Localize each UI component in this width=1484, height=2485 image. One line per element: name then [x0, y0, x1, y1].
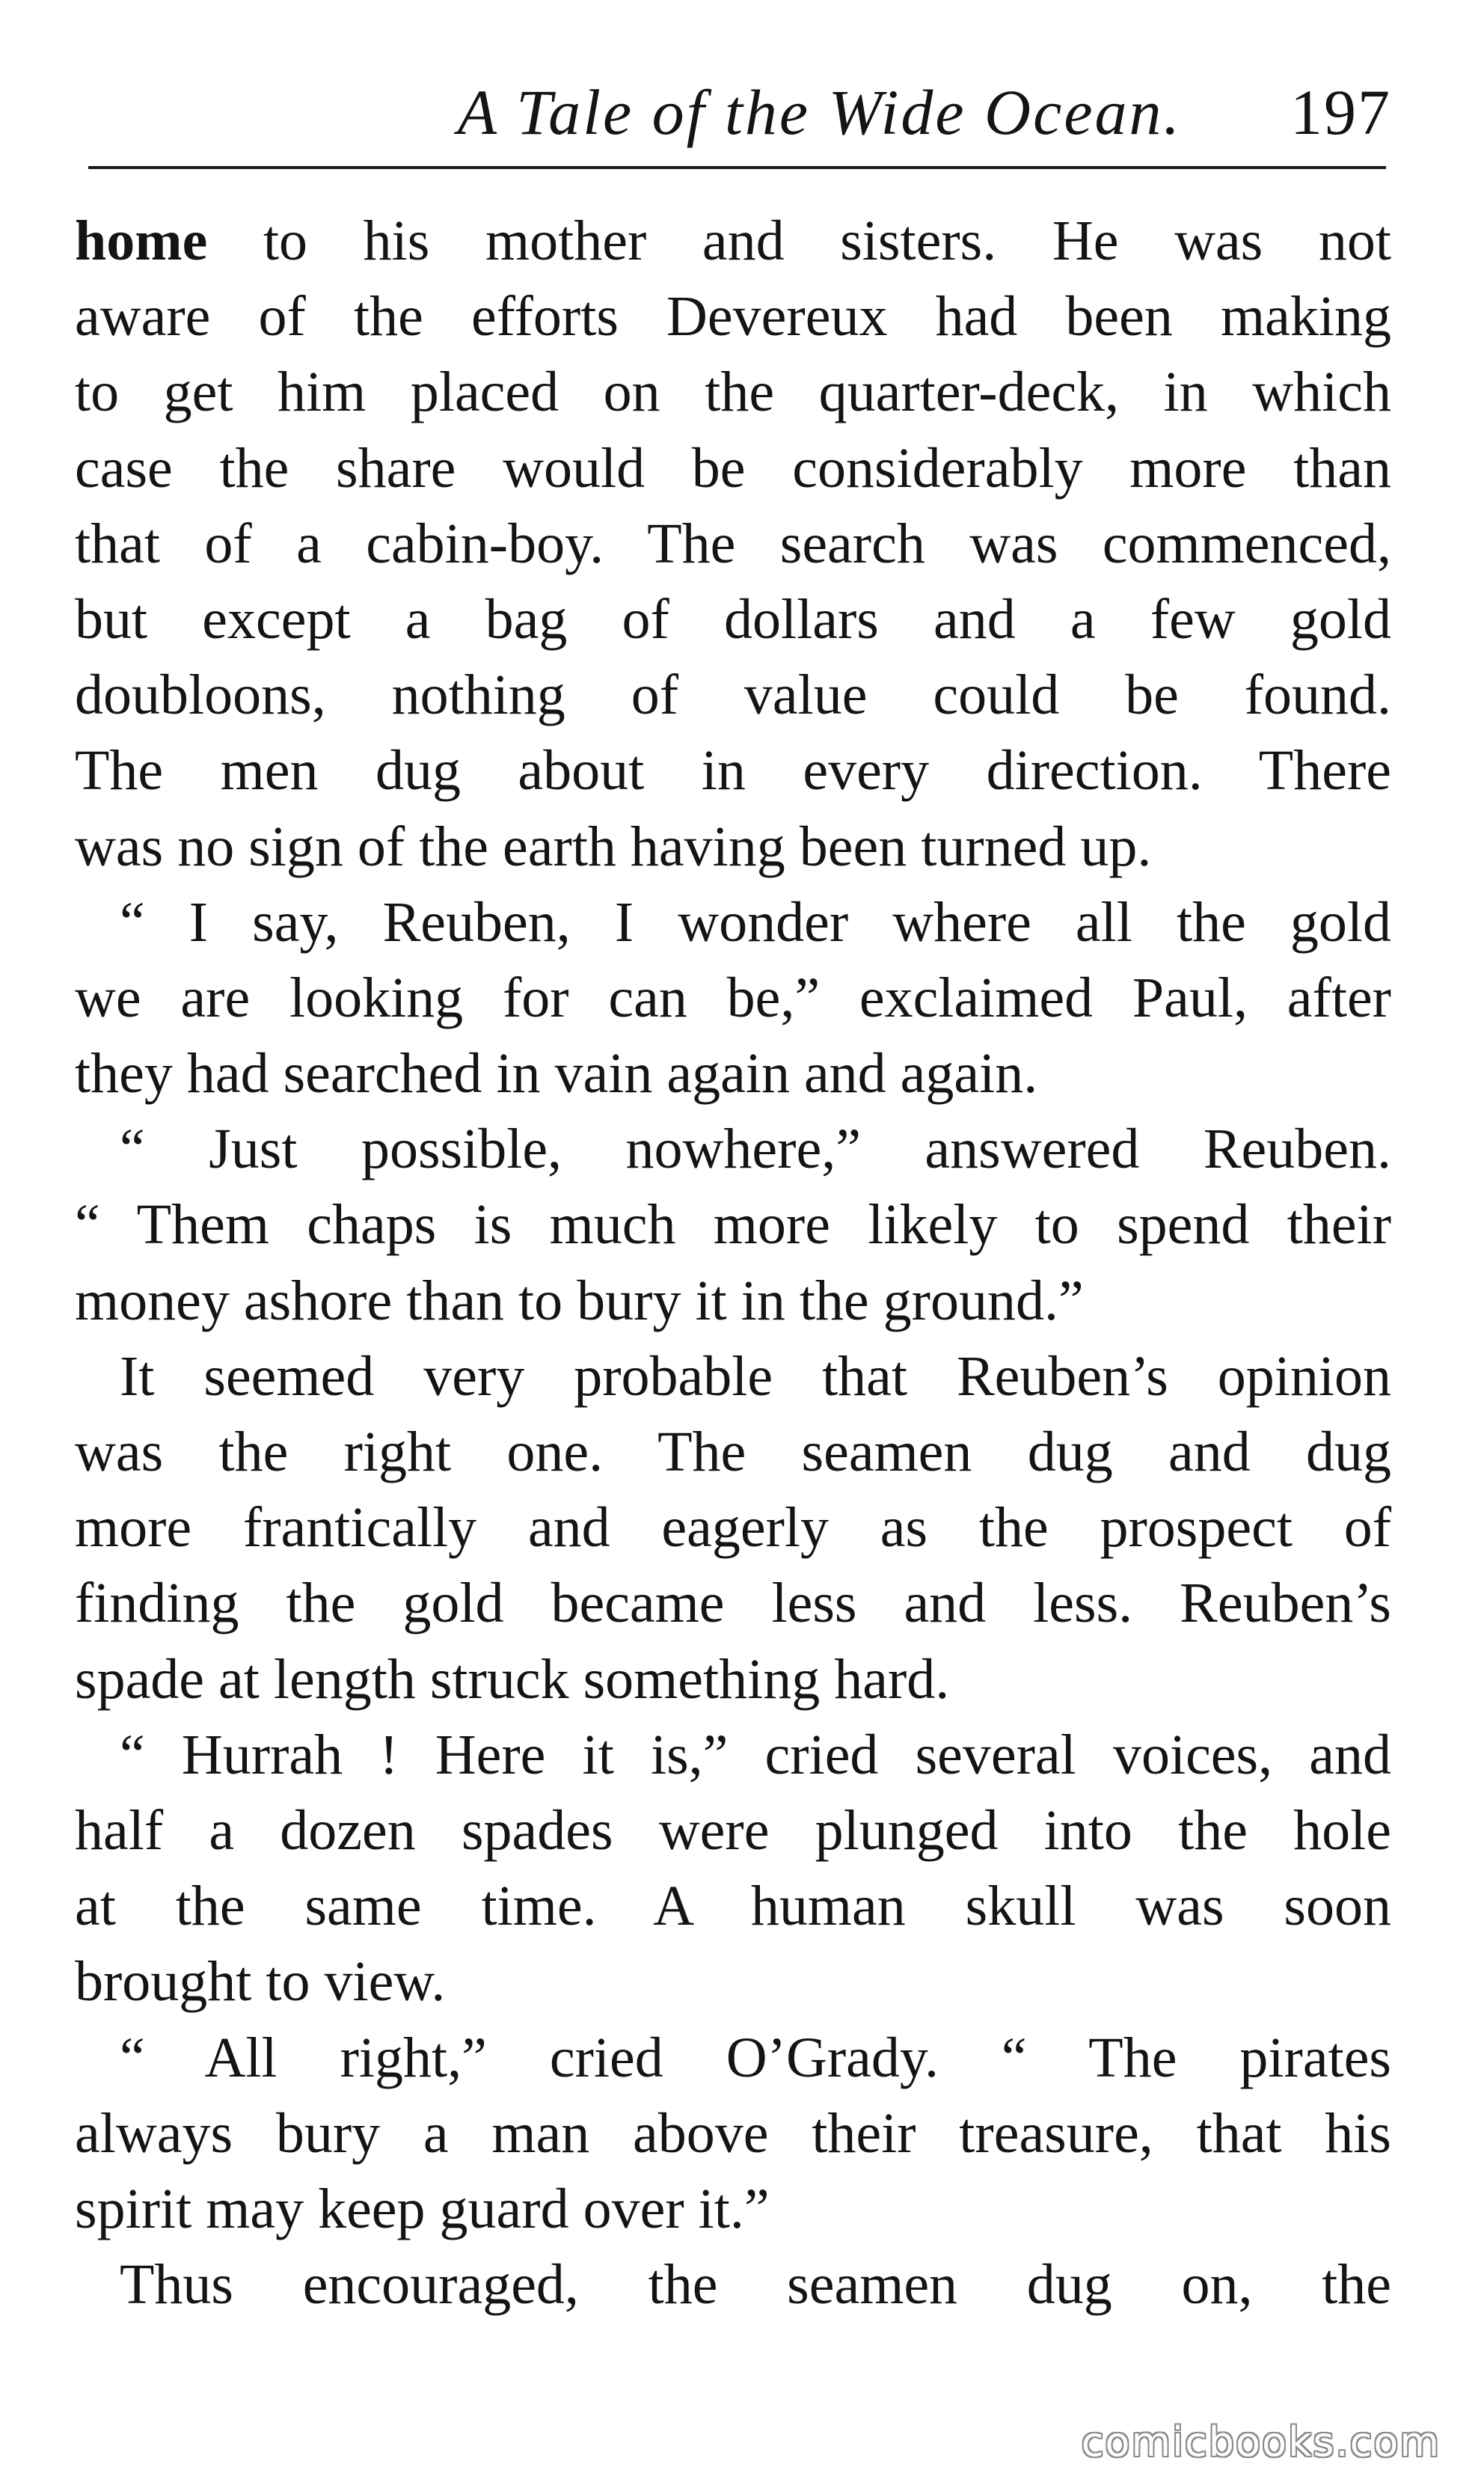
text-line — [75, 1187, 1391, 1263]
text-line — [75, 1339, 1391, 1415]
text-line — [75, 1869, 1391, 1944]
line-text: Thus encouraged, the seamen dug on, the — [120, 2253, 1391, 2317]
line-text: that of a cabin-boy. The search was commenced, — [75, 512, 1391, 575]
text-line — [75, 1415, 1391, 1490]
line-text: doubloons, nothing of value could be found. — [75, 664, 1391, 727]
line-text: It seemed very probable that Reuben’s opinion — [120, 1344, 1391, 1408]
text-line — [75, 658, 1391, 733]
text-line — [75, 1793, 1391, 1869]
line-text: “ Just possible, nowhere,” answered Reuben. — [120, 1118, 1391, 1181]
text-line — [75, 431, 1391, 506]
line-text: more frantically and eagerly as the prospect of — [75, 1496, 1391, 1560]
line-text: to his mother and sisters. He was not — [263, 209, 1391, 272]
line-text: case the share would be considerably more than — [75, 436, 1391, 500]
line-text: The men dug about in every direction. There — [75, 739, 1391, 803]
line-text: to get him placed on the quarter-deck, in which — [75, 361, 1391, 424]
text-line — [75, 2247, 1391, 2323]
running-header — [75, 67, 1391, 157]
text-line — [75, 203, 1391, 279]
text-line — [75, 809, 1391, 885]
text-line — [75, 733, 1391, 809]
running-title: A Tale of the Wide Ocean. — [457, 76, 1182, 148]
text-line — [75, 1642, 1391, 1718]
text-line — [75, 885, 1391, 960]
text-line — [75, 582, 1391, 658]
page-number: 197 — [1290, 76, 1391, 148]
watermark: comicbooks.com — [1081, 2418, 1441, 2466]
line-text: spade at length struck something hard. — [75, 1647, 950, 1711]
line-text: brought to view. — [75, 1950, 446, 2014]
line-text: but except a bag of dollars and a few gold — [75, 587, 1391, 651]
text-line — [75, 2096, 1391, 2172]
text-line — [75, 1490, 1391, 1566]
line-text: spirit may keep guard over it.” — [75, 2177, 770, 2240]
line-text: “ All right,” cried O’Grady. “ The pirates — [120, 2026, 1391, 2089]
text-line — [75, 1036, 1391, 1112]
header-rule — [88, 166, 1386, 169]
line-text: at the same time. A human skull was soon — [75, 1875, 1391, 1938]
line-text: always bury a man above their treasure, that his — [75, 2101, 1391, 2165]
line-text: finding the gold became less and less. Reuben’s — [75, 1572, 1391, 1635]
text-line — [75, 2172, 1391, 2247]
text-line — [75, 1112, 1391, 1187]
text-line — [75, 279, 1391, 355]
text-line — [75, 1944, 1391, 2020]
text-line — [75, 355, 1391, 430]
line-text: money ashore than to bury it in the ground.” — [75, 1269, 1084, 1332]
line-text: “ Hurrah ! Here it is,” cried several voices, and — [120, 1723, 1391, 1786]
text-line — [75, 1566, 1391, 1641]
text-line — [75, 1263, 1391, 1339]
text-line — [75, 960, 1391, 1036]
line-text: was the right one. The seamen dug and dug — [75, 1421, 1391, 1483]
text-line — [75, 1718, 1391, 1793]
line-text: half a dozen spades were plunged into the hole — [75, 1798, 1391, 1862]
line-text: we are looking for can be,” exclaimed Paul, after — [75, 966, 1391, 1029]
line-text: was no sign of the earth having been turned up. — [75, 815, 1152, 878]
text-line — [75, 2020, 1391, 2096]
line-text: “ Them chaps is much more likely to spend their — [75, 1193, 1391, 1257]
line-text: they had searched in vain again and again. — [75, 1042, 1038, 1106]
text-line — [75, 506, 1391, 582]
line-text: “ I say, Reuben, I wonder where all the gold — [120, 890, 1391, 954]
lead-word: home — [75, 209, 208, 272]
body-text — [75, 203, 1391, 2323]
line-text: aware of the efforts Devereux had been making — [75, 285, 1391, 349]
